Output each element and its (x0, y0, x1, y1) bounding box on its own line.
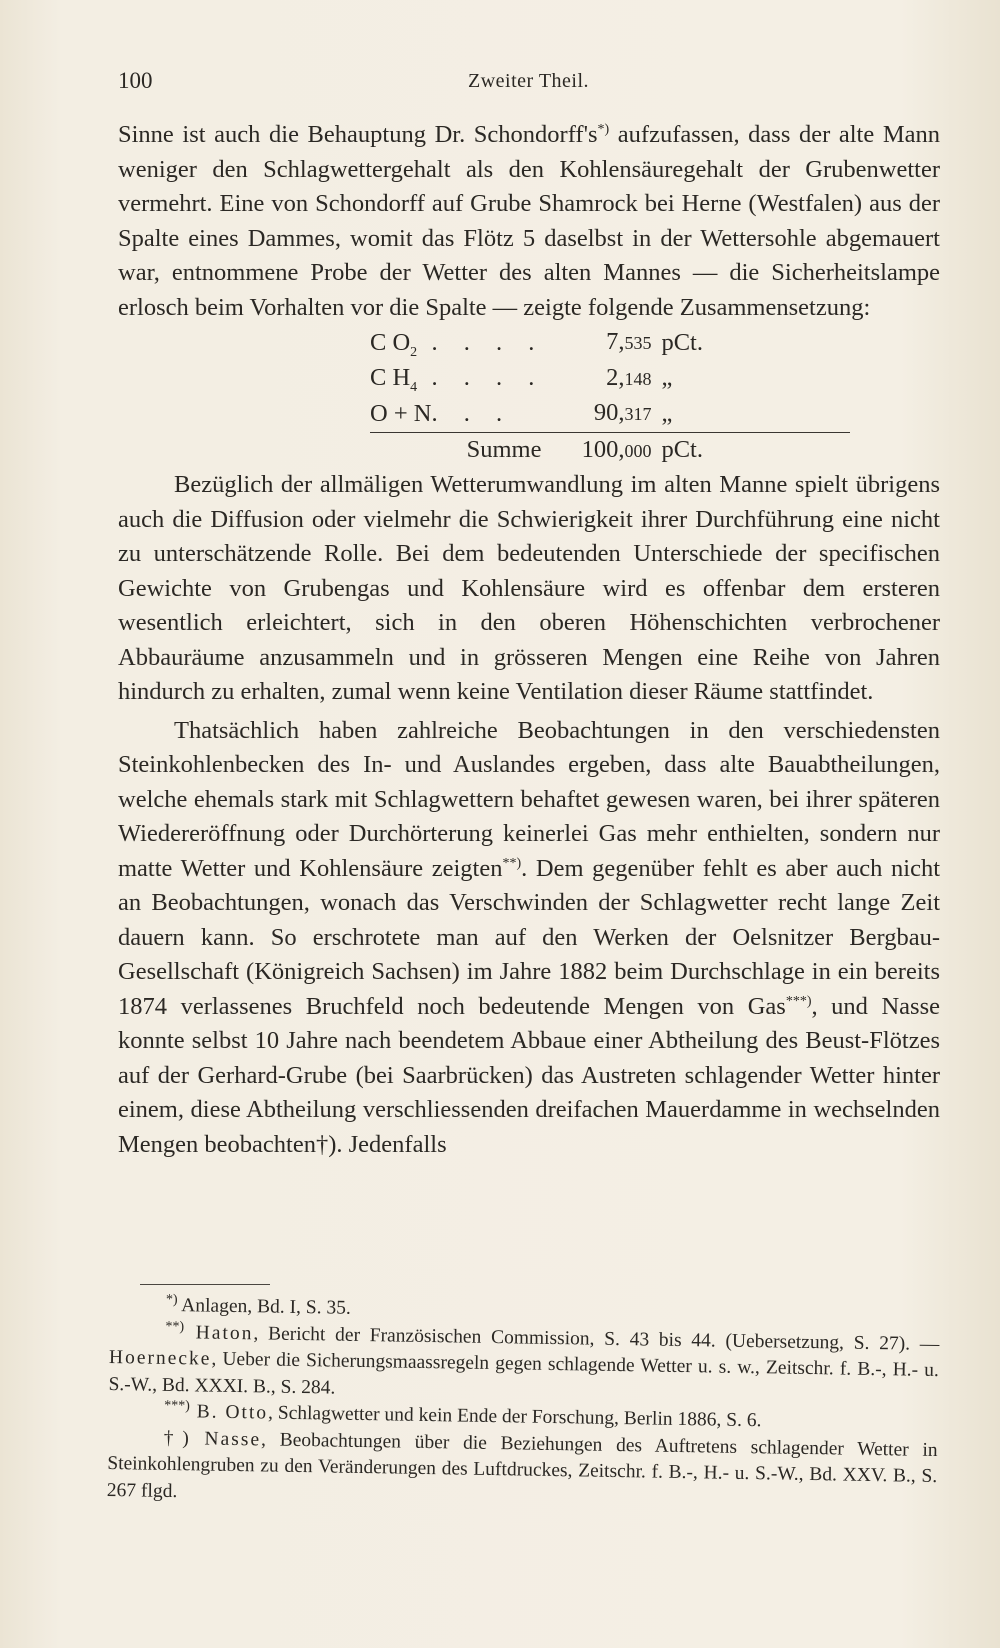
formula-co2: C $O_2$ (370, 328, 418, 360)
paragraph-3-text-c: , und Nasse konnte selbst 10 Jahre nach beendetem Abbaue einer Abtheilung des Beust-Flötzes auf der Gerhard-Grube (bei Saarbrücken) das Austreten schlagender Wetter hinter einem, diese Abtheilung verschliessenden dreifachen Mauerdamme in wechselnden Mengen beobachten (118, 992, 941, 1158)
gas-composition-table (370, 325, 850, 468)
footnote-text: , Beobachtungen über die Beziehungen des Auftretens schlagender Wetter in Steinkohlengruben zu den Veränderungen des Luftdruckes, Zeitschr. f. B.-, H.- u. S.-W., Bd. XXV. B., S. 267 flgd. (106, 1428, 938, 1502)
paragraph-1 (118, 118, 940, 325)
footnote-mark: ***) (164, 1398, 191, 1414)
sum-value: 100,000 (551, 432, 651, 468)
leader-dots: . . . . (431, 328, 545, 356)
footnote-ref: ***) (785, 993, 812, 1009)
footnote-author: B. Otto (189, 1401, 269, 1424)
footnote-mark: *) (165, 1292, 178, 1308)
paragraph-3-text-d: . Jedenfalls (336, 1130, 447, 1158)
value-o-n: 90,317 (593, 399, 652, 426)
unit: „ (661, 364, 673, 391)
main-text (118, 118, 940, 1162)
page-number: 100 (118, 68, 153, 93)
page-header (118, 68, 940, 102)
footnote-ref: *) (597, 121, 610, 137)
unit: „ (661, 399, 673, 427)
value-co2: 7,535 (606, 328, 652, 355)
footnote-text: Anlagen, Bd. I, S. 35. (177, 1295, 351, 1319)
sum-row (370, 432, 850, 468)
paragraph-2: Bezüglich der allmäligen Wetterumwandlung im alten Manne spielt übrigens auch die Diffusion oder vielmehr die Schwierigkeit ihrer Durchführung eine nicht zu unterschätzende Rolle. Bei dem bedeutenden Unterschiede der specifischen Gewichte von Grubengas und Kohlensäure wird es offenbar dem ersteren wesentlich erleichtert, sich in den oberen Höhenschichten verbrochener Abbauräume anzusammeln und in grösseren Mengen eine Reihe von Jahren hindurch zu erhalten, zumal wenn keine Ventilation dieser Räume stattfindet. (118, 471, 940, 705)
footnote-text: , Ueber die Sicherungsmaassregeln gegen schlagende Wetter u. s. w., Zeitschr. f. B.-, H.- u. S.-W., Bd. XXXI. B., S. 284. (108, 1348, 940, 1399)
table-row (370, 396, 850, 432)
footnote-author: Hoernecke (108, 1346, 212, 1370)
footnote-author: Nasse (188, 1427, 262, 1450)
unit: pCt. (661, 328, 703, 356)
footnote-ref: †) (315, 1130, 337, 1158)
sum-unit: pCt. (651, 432, 850, 468)
footnote-mark: **) (165, 1318, 185, 1335)
running-head: Zweiter Theil. (468, 70, 590, 92)
formula-o-n: O + N (370, 399, 432, 427)
footnotes (107, 1292, 940, 1517)
table-row (370, 325, 850, 361)
footnote-4 (107, 1424, 938, 1517)
footnote-divider (140, 1284, 270, 1285)
value-ch4: 2,148 (606, 363, 652, 391)
paragraph-3-text-b: . Dem gegenüber fehlt es aber auch nicht an Beobachtungen, wonach das Verschwinden der Schlagwetter recht lange Zeit dauern kann. So erschrotete man auf den Werken der Oelsnitzer Bergbau-Gesellschaft (Königreich Sachsen) im Jahre 1882 beim Durchschlage in ein bereits 1874 verlassenes Bruchfeld noch bedeutende Mengen von Gas (118, 854, 940, 1020)
table-row (370, 361, 850, 397)
sum-label: Summe (370, 432, 551, 468)
footnote-text: , Schlagwetter und kein Ende der Forschung, Berlin 1886, S. 6. (267, 1402, 762, 1432)
paragraph-3 (118, 714, 940, 1163)
paragraph-3-text-a: Thatsächlich haben zahlreiche Beobachtungen in den verschiedensten Steinkohlenbecken des In- und Auslandes ergeben, dass alte Bauabtheilungen, welche ehemals stark mit Schlagwettern behaftet gewesen waren, bei ihrer späteren Wiedereröffnung oder Durchörterung keinerlei Gas mehr enthielten, sondern nur matte Wetter und Kohlensäure zeigten (118, 716, 940, 882)
footnote-ref: **) (502, 855, 522, 871)
paragraph-1-text-a: Sinne ist auch die Behauptung Dr. Schondorff's (118, 121, 598, 148)
leader-dots: . . . . (431, 364, 545, 391)
leader-dots: . . . (431, 399, 513, 427)
paragraph-1-text-b: aufzufassen, dass der alte Mann weniger den Schlagwettergehalt als den Kohlensäuregehalt der Grubenwetter vermehrt. Eine von Schondorff auf Grube Shamrock bei Herne (Westfalen) aus der Spalte eines Dammes, womit das Flötz 5 daselbst in der Wettersohle abgemauert war, entnommene Probe der Wetter des alten Mannes — die Sicherheitslampe erlosch beim Vorhalten vor die Spalte — zeigte folgende Zusammensetzung: (118, 121, 940, 321)
footnote-text: , Bericht der Französischen Commission, S. 43 bis 44. (Uebersetzung, S. 27). — (253, 1322, 940, 1355)
footnote-author: Haton (183, 1321, 254, 1344)
formula-ch4: C $H_4$ (370, 364, 418, 395)
footnote-mark: †) (163, 1427, 189, 1449)
